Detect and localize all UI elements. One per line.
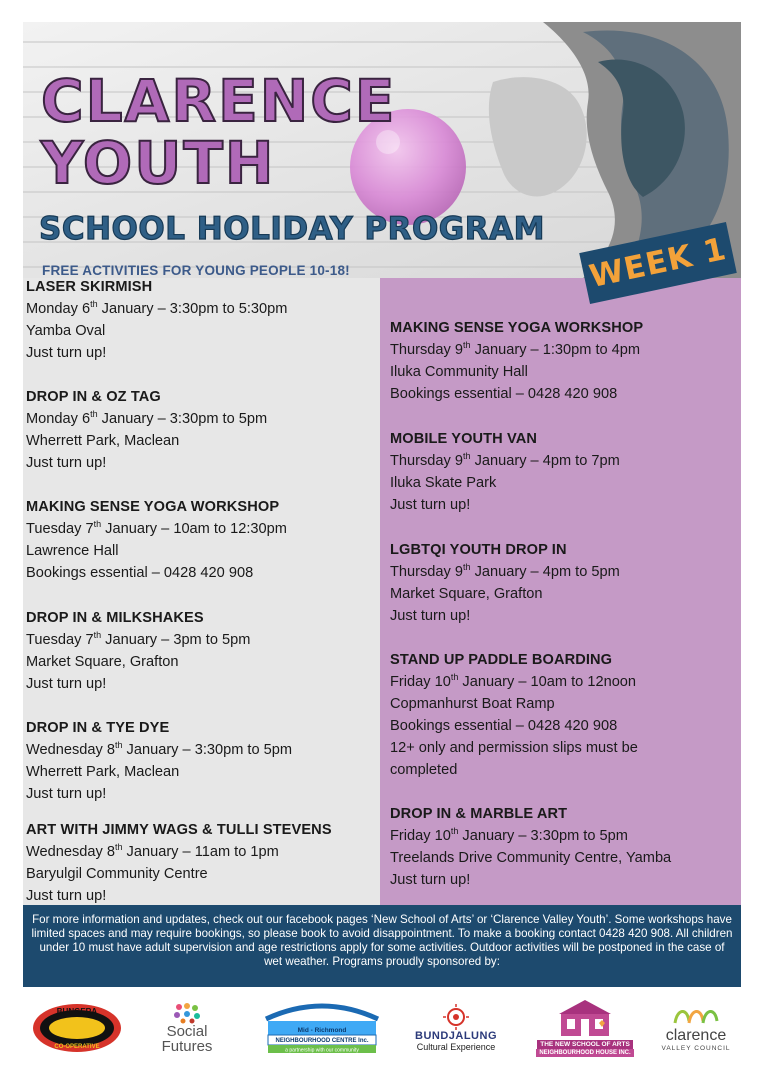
event-location: Wherrett Park, Maclean bbox=[26, 764, 180, 780]
event-location: Market Square, Grafton bbox=[390, 586, 543, 602]
event-note: Just turn up! bbox=[26, 676, 107, 692]
event-date: Thursday 9th January – 4pm to 5pm bbox=[390, 562, 620, 580]
event-lgbtqi-drop-in bbox=[390, 539, 620, 627]
social-futures-dots-icon bbox=[167, 1002, 207, 1024]
event-extra-note: 12+ only and permission slips must be bbox=[390, 740, 638, 756]
event-oz-tag bbox=[26, 386, 267, 474]
event-yoga-iluka bbox=[390, 317, 643, 405]
event-note: Just turn up! bbox=[26, 345, 107, 361]
svg-text:a partnership with our communi: a partnership with our community bbox=[285, 1047, 359, 1053]
week-badge-label: WEEK 1 bbox=[586, 230, 730, 296]
left-events-panel bbox=[23, 278, 380, 905]
cvc-name: clarence bbox=[665, 1027, 727, 1044]
event-date: Friday 10th January – 10am to 12noon bbox=[390, 672, 637, 690]
new-school-of-arts-logo bbox=[525, 990, 645, 1065]
event-date: Tuesday 7th January – 3pm to 5pm bbox=[26, 630, 251, 648]
event-location: Wherrett Park, Maclean bbox=[26, 433, 180, 449]
event-location: Treelands Drive Community Centre, Yamba bbox=[390, 850, 672, 866]
program-subtitle: SCHOOL HOLIDAY PROGRAM bbox=[39, 211, 545, 247]
title-clarence: CLARENCE bbox=[41, 67, 397, 135]
event-note: Just turn up! bbox=[390, 497, 471, 513]
mid-richmond-house-icon bbox=[260, 999, 384, 1057]
social-futures-logo bbox=[147, 990, 227, 1065]
bundjalung-sun-icon bbox=[436, 1004, 476, 1030]
event-location: Market Square, Grafton bbox=[26, 654, 179, 670]
social-futures-name: Social Futures bbox=[161, 1022, 213, 1055]
header-banner bbox=[23, 22, 741, 278]
nsa-sub: NEIGHBOURHOOD HOUSE INC. bbox=[536, 1049, 633, 1057]
event-laser-skirmish bbox=[26, 276, 287, 364]
event-note: Just turn up! bbox=[26, 786, 107, 802]
event-title: MAKING SENSE YOGA WORKSHOP bbox=[390, 320, 644, 336]
new-school-of-arts-building-icon bbox=[555, 998, 615, 1038]
event-note: Just turn up! bbox=[390, 608, 471, 624]
event-title: ART WITH JIMMY WAGS & TULLI STEVENS bbox=[26, 822, 332, 838]
svg-text:Mid - Richmond: Mid - Richmond bbox=[297, 1026, 347, 1034]
event-date: Wednesday 8th January – 3:30pm to 5pm bbox=[26, 740, 293, 758]
event-date: Thursday 9th January – 4pm to 7pm bbox=[390, 451, 620, 469]
event-title: STAND UP PADDLE BOARDING bbox=[390, 652, 613, 668]
event-tye-dye bbox=[26, 717, 292, 805]
bungera-logo bbox=[27, 990, 127, 1065]
svg-text:NEIGHBOURHOOD CENTRE Inc.: NEIGHBOURHOOD CENTRE Inc. bbox=[275, 1037, 369, 1044]
event-location: Yamba Oval bbox=[26, 323, 106, 339]
event-title: MAKING SENSE YOGA WORKSHOP bbox=[26, 499, 280, 515]
nsa-name: THE NEW SCHOOL OF ARTS bbox=[537, 1040, 633, 1049]
bungera-emblem-icon bbox=[31, 1000, 123, 1056]
bundjalung-name: BUNDJALUNG bbox=[415, 1029, 497, 1042]
event-date: Monday 6th January – 3:30pm to 5:30pm bbox=[26, 299, 288, 317]
bundjalung-sub: Cultural Experience bbox=[416, 1041, 496, 1052]
event-title: DROP IN & OZ TAG bbox=[26, 389, 161, 405]
event-yoga-lawrence bbox=[26, 496, 287, 584]
mid-richmond-logo bbox=[257, 990, 387, 1065]
tagline: FREE ACTIVITIES FOR YOUNG PEOPLE 10-18! bbox=[42, 263, 350, 278]
bundjalung-logo bbox=[401, 990, 511, 1065]
clarence-valley-loops-icon bbox=[671, 1003, 721, 1027]
event-location: Iluka Skate Park bbox=[390, 475, 497, 491]
event-title: DROP IN & TYE DYE bbox=[26, 720, 170, 736]
event-art-jimmy-wags bbox=[26, 819, 332, 907]
event-note: Just turn up! bbox=[26, 888, 107, 904]
event-date: Tuesday 7th January – 10am to 12:30pm bbox=[26, 519, 287, 537]
event-location: Lawrence Hall bbox=[26, 543, 119, 559]
event-note: Bookings essential – 0428 420 908 bbox=[26, 565, 254, 581]
event-location: Baryulgil Community Centre bbox=[26, 866, 208, 882]
event-note: Just turn up! bbox=[26, 455, 107, 471]
footer-text: For more information and updates, check out our facebook pages ‘New School of Arts’ or ‘Clarence Valley Youth’. Some workshops have limited spaces and may require bookings, so please book to avoid disappointment. To make a booking contact 0428 420 908. All children under 10 must have adult supervision and age restrictions apply for some activities. Outdoor activities will be postponed in the case of wet weather. Programs proudly sponsored by: bbox=[31, 913, 733, 968]
event-title: MOBILE YOUTH VAN bbox=[390, 431, 538, 447]
svg-text:BUNGERA: BUNGERA bbox=[56, 1006, 98, 1016]
event-location: Copmanhurst Boat Ramp bbox=[390, 696, 555, 712]
clarence-valley-council-logo bbox=[653, 990, 739, 1065]
info-footer bbox=[23, 905, 741, 987]
event-note: Just turn up! bbox=[390, 872, 471, 888]
event-date: Monday 6th January – 3:30pm to 5pm bbox=[26, 409, 268, 427]
event-date: Friday 10th January – 3:30pm to 5pm bbox=[390, 826, 628, 844]
event-location: Iluka Community Hall bbox=[390, 364, 528, 380]
event-title: DROP IN & MILKSHAKES bbox=[26, 610, 204, 626]
event-milkshakes bbox=[26, 607, 250, 695]
svg-text:CO-OPERATIVE: CO-OPERATIVE bbox=[54, 1043, 100, 1050]
event-mobile-youth-van bbox=[390, 428, 620, 516]
title-youth: YOUTH bbox=[41, 129, 276, 197]
event-date: Thursday 9th January – 1:30pm to 4pm bbox=[390, 340, 641, 358]
event-extra-note: completed bbox=[390, 762, 458, 778]
event-title: LGBTQI YOUTH DROP IN bbox=[390, 542, 567, 558]
event-title: DROP IN & MARBLE ART bbox=[390, 806, 568, 822]
sponsor-logos bbox=[23, 990, 741, 1065]
event-date: Wednesday 8th January – 11am to 1pm bbox=[26, 842, 279, 860]
event-title: LASER SKIRMISH bbox=[26, 279, 153, 295]
event-marble-art bbox=[390, 803, 671, 891]
event-note: Bookings essential – 0428 420 908 bbox=[390, 718, 618, 734]
event-paddle-boarding bbox=[390, 649, 638, 781]
event-note: Bookings essential – 0428 420 908 bbox=[390, 386, 618, 402]
cvc-sub: VALLEY COUNCIL bbox=[661, 1045, 731, 1052]
